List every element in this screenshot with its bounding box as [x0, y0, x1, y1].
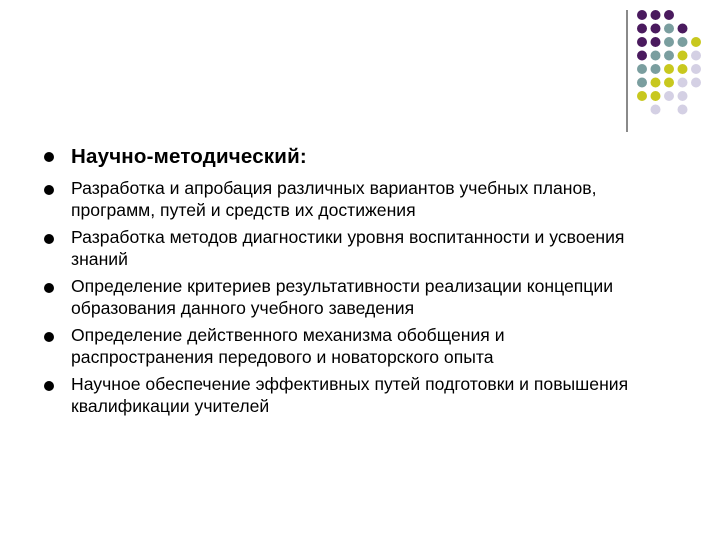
bullet-item — [44, 226, 644, 270]
decorative-dot — [691, 78, 701, 88]
decorative-dot — [678, 64, 688, 74]
decorative-dot — [637, 10, 647, 20]
bullet-item — [44, 275, 644, 319]
bullet-text: Разработка методов диагностики уровня воспитанности и усвоения знаний — [71, 227, 625, 269]
decorative-dot — [651, 10, 661, 20]
bullet-text: Разработка и апробация различных вариантов учебных планов, программ, путей и средств их достижения — [71, 178, 597, 220]
bullet-dot-icon — [44, 381, 54, 391]
bullet-text: Определение критериев результативности реализации концепции образования данного учебного заведения — [71, 276, 614, 318]
bullet-item — [44, 177, 644, 221]
decorative-dot — [637, 91, 647, 101]
decorative-dot — [651, 91, 661, 101]
decorative-dot — [678, 37, 688, 47]
bullet-text: Определение действенного механизма обобщения и распространения передового и новаторского опыта — [71, 325, 505, 367]
decorative-dot — [664, 78, 674, 88]
bullet-list — [44, 143, 644, 417]
bullet-dot-icon — [44, 152, 54, 162]
bullet-dot-icon — [44, 283, 54, 293]
decorative-dot — [651, 51, 661, 61]
decorative-dot — [637, 24, 647, 34]
decorative-dot — [651, 64, 661, 74]
decorative-dot — [664, 51, 674, 61]
bullet-text: Научное обеспечение эффективных путей подготовки и повышения квалификации учителей — [71, 374, 629, 416]
decorative-dot — [691, 51, 701, 61]
decorative-dot — [637, 78, 647, 88]
decorative-dot — [678, 91, 688, 101]
decorative-dot — [637, 64, 647, 74]
decorative-dot — [691, 64, 701, 74]
decorative-dot — [637, 51, 647, 61]
decorative-dot — [678, 105, 688, 115]
bullet-dot-icon — [44, 332, 54, 342]
decorative-dot — [664, 37, 674, 47]
decorative-dot — [664, 91, 674, 101]
decorative-dot — [664, 10, 674, 20]
decorative-dot — [678, 78, 688, 88]
decorative-dot — [664, 24, 674, 34]
slide-content — [44, 143, 644, 422]
bullet-item — [44, 324, 644, 368]
bullet-dot-icon — [44, 185, 54, 195]
decorative-dot — [678, 24, 688, 34]
decorative-dot — [678, 51, 688, 61]
decorative-dot-grid — [636, 8, 716, 118]
bullet-heading — [44, 143, 644, 171]
bullet-dot-icon — [44, 234, 54, 244]
decorative-dot — [637, 37, 647, 47]
bullet-item — [44, 373, 644, 417]
heading-text: Научно-методический: — [71, 145, 307, 168]
decorative-dot — [651, 105, 661, 115]
decorative-dot — [651, 78, 661, 88]
decorative-dot — [664, 64, 674, 74]
decorative-dot — [651, 37, 661, 47]
decorative-vertical-line — [626, 10, 628, 132]
decorative-dot — [651, 24, 661, 34]
decorative-dot — [691, 37, 701, 47]
